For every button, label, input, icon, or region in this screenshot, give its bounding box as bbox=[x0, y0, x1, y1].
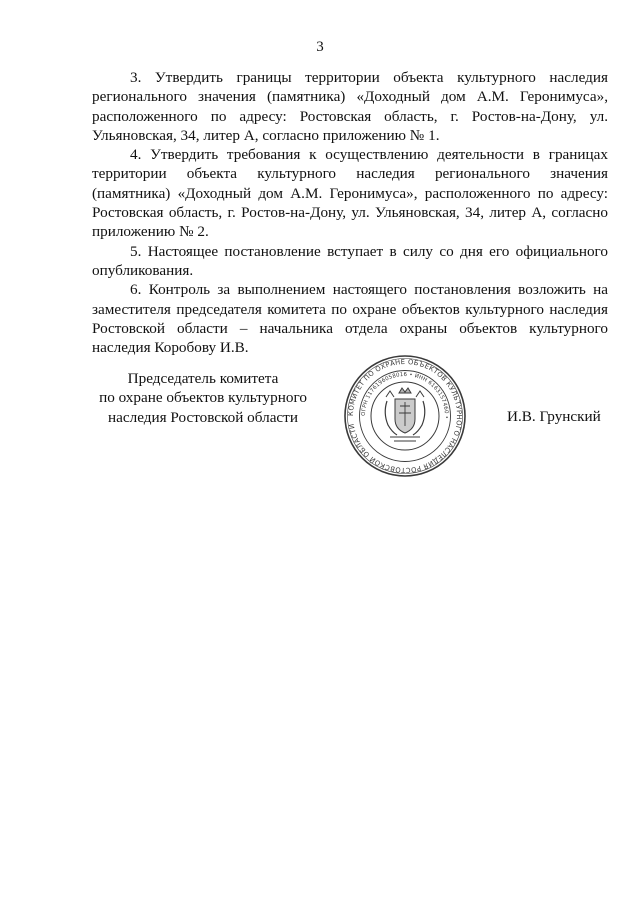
signer-title bbox=[78, 369, 328, 427]
seal-inner-text: ОГРН 1176196058016 • ИНН 6163157460 • bbox=[360, 371, 450, 420]
signature-block bbox=[0, 357, 640, 479]
page-number: 3 bbox=[316, 39, 324, 55]
signer-title-line: по охране объектов культурного bbox=[99, 389, 307, 407]
paragraph-item-6: 6. Контроль за выполнением настоящего постановления возложить на заместителя председателя комитета по охране объектов культурного наследия Ростовской области – начальника отдела охраны объектов культурного наследия Коробову И.В. bbox=[92, 281, 608, 357]
paragraph-item-3: 3. Утвердить границы территории объекта культурного наследия регионального значения (памятника) «Доходный дом А.М. Геронимуса», расположенного по адресу: Ростовская область, г. Ростов-на-Дону, ул. Ульяновская, 34, литер А, согласно приложению № 1. bbox=[92, 69, 608, 144]
document-body bbox=[92, 68, 608, 357]
paragraph-item-4: 4. Утвердить требования к осуществлению деятельности в границах территории объекта культурного наследия регионального значения (памятника) «Доходный дом А.М. Геронимуса», расположенного по адресу: Ростовская область, г. Ростов-на-Дону, ул. Ульяновская, 34, литер А, согласно приложению № 2. bbox=[92, 146, 608, 241]
coat-of-arms-icon bbox=[385, 388, 425, 441]
paragraph-item-5: 5. Настоящее постановление вступает в силу со дня его официального опубликования. bbox=[92, 242, 608, 279]
seal-outer-text: КОМИТЕТ ПО ОХРАНЕ ОБЪЕКТОВ КУЛЬТУРНОГО НАСЛЕДИЯ РОСТОВСКОЙ ОБЛАСТИ bbox=[346, 357, 464, 475]
signer-name: И.В. Грунский bbox=[507, 408, 601, 425]
signer-title-line: наследия Ростовской области bbox=[108, 408, 298, 426]
official-seal-icon bbox=[342, 353, 468, 479]
signer-title-line: Председатель комитета bbox=[127, 370, 279, 387]
